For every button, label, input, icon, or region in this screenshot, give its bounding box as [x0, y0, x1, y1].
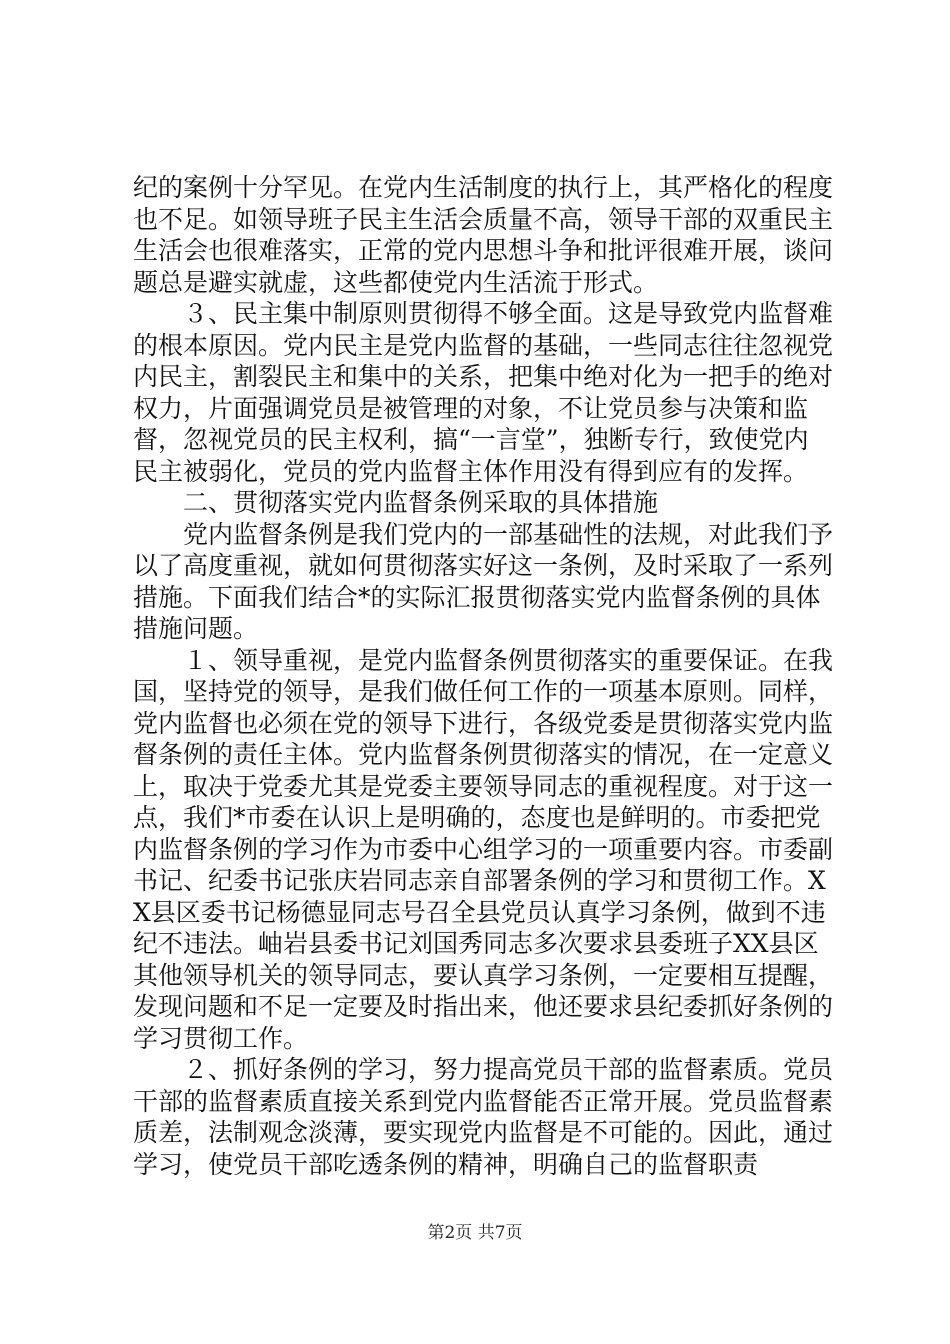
paragraph-2: ３、民主集中制原则贯彻得不够全面。这是导致党内监督难的根本原因。党内民主是党内监督的基础，一些同志往往忽视党内民主，割裂民主和集中的关系，把集中绝对化为一把手的绝对权力，片面强调党员是被管理的对象，不让党员参与决策和监督，忽视党员的民主权利，搞“一言堂”，独断专行，致使党内民主被弱化，党员的党内监督主体作用没有得到应有的发挥。: [133, 299, 834, 486]
document-body: [133, 172, 833, 1180]
paragraph-1: 纪的案例十分罕见。在党内生活制度的执行上，其严格化的程度也不足。如领导班子民主生活会质量不高，领导干部的双重民主生活会也很难落实，正常的党内思想斗争和批评很难开展，谈问题总是避实就虚，这些都使党内生活流于形式。: [133, 173, 834, 297]
page-number-footer: 第2页 共7页: [427, 1223, 523, 1243]
paragraph-4: １、领导重视，是党内监督条例贯彻落实的重要保证。在我国，坚持党的领导，是我们做任何工作的一项基本原则。同样，党内监督也必须在党的领导下进行，各级党委是贯彻落实党内监督条例的责任主体。党内监督条例贯彻落实的情况，在一定意义上，取决于党委尤其是党委主要领导同志的重视程度。对于这一点，我们*市委在认识上是明确的，态度也是鲜明的。市委把党内监督条例的学习作为市委中心组学习的一项重要内容。市委副书记、纪委书记张庆岩同志亲自部署条例的学习和贯彻工作。XX县区委书记杨德显同志号召全县党员认真学习条例，做到不违纪不违法。岫岩县委书记刘国秀同志多次要求县委班子XX县区其他领导机关的领导同志，要认真学习条例，一定要相互提醒，发现问题和不足一定要及时指出来，他还要求县纪委抓好条例的学习贯彻工作。: [133, 645, 834, 1053]
paragraph-5: ２、抓好条例的学习，努力提高党员干部的监督素质。党员干部的监督素质直接关系到党内监督能否正常开展。党员监督素质差，法制观念淡薄，要实现党内监督是不可能的。因此，通过学习，使党员干部吃透条例的精神，明确自己的监督职责: [133, 1055, 834, 1179]
paragraph-3: 党内监督条例是我们党内的一部基础性的法规，对此我们予以了高度重视，就如何贯彻落实好这一条例，及时采取了一系列措施。下面我们结合*的实际汇报贯彻落实党内监督条例的具体措施问题。: [133, 519, 834, 643]
section-heading: 二、贯彻落实党内监督条例采取的具体措施: [133, 488, 659, 517]
